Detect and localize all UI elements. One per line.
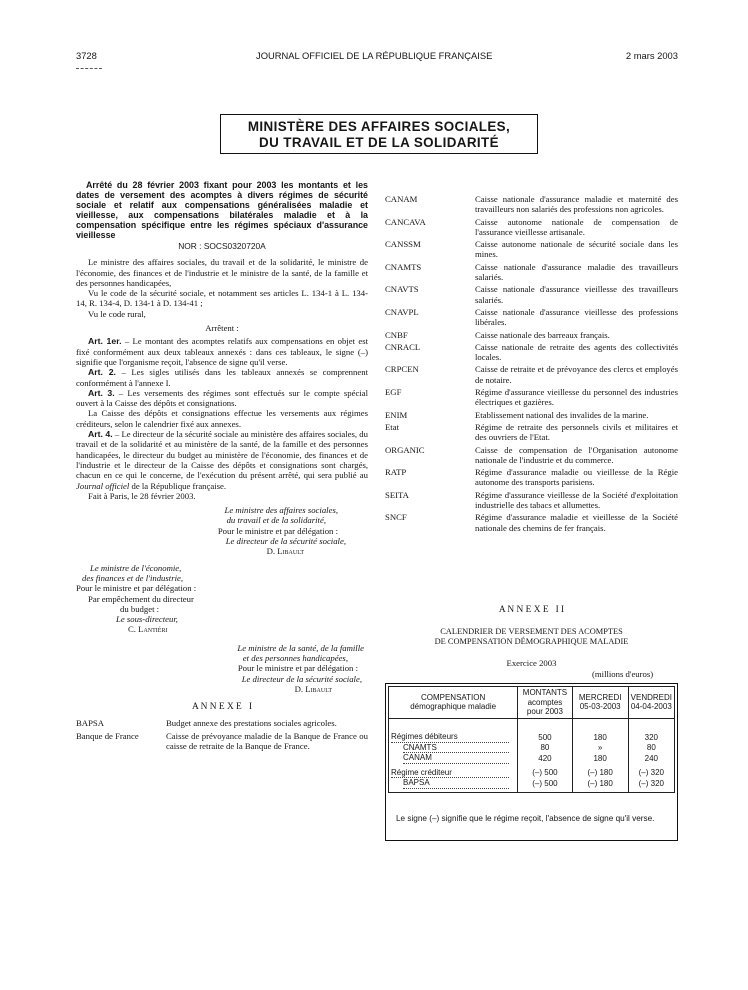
row-label (389, 732, 518, 743)
abbr-desc: Etablissement national des invalides de la marine. (475, 409, 649, 420)
abbr-code: CNAVTS (385, 284, 419, 295)
header-rule (76, 68, 102, 69)
table-row (389, 753, 675, 764)
sig1-name: D. Libault (266, 546, 304, 557)
row-date-2: 320 (628, 732, 674, 743)
row-amount: 420 (518, 753, 572, 764)
sig1-line-4: Le directeur de la sécurité sociale, (225, 536, 346, 547)
abbr-code: Etat (385, 421, 399, 432)
sig2-line-3: Pour le ministre et par délégation : (76, 583, 197, 594)
abbr-code: SEITA (385, 489, 409, 500)
table-note: Le signe (–) signifie que le régime reçoit, l'absence de signe qu'il verse. (396, 814, 655, 823)
table-row (389, 743, 675, 754)
abbr-desc: Régime de retraite des personnels civils et militaires et des ouvriers de l'Etat. (475, 421, 678, 443)
abbr-desc: Régime d'assurance vieillesse de la Société d'exploitation industrielle des tabacs et allumettes. (475, 489, 678, 511)
abbr-row (76, 718, 368, 728)
sig2-line-5: du budget : (120, 603, 160, 614)
row-label (389, 743, 518, 754)
left-column (76, 180, 368, 753)
sig2-line-4: Par empêchement du directeur (88, 593, 194, 604)
abbr-row (385, 239, 678, 260)
exercise-label: Exercice 2003 (506, 658, 557, 668)
sig3-line-3: Pour le ministre et par délégation : (237, 663, 358, 674)
abbr-row (385, 387, 678, 408)
abbr-row (385, 512, 678, 533)
abbr-code: SNCF (385, 512, 407, 523)
header-compensation-l1: COMPENSATION (420, 692, 486, 702)
abbr-code: CRPCEN (385, 364, 419, 375)
abbr-desc: Caisse de compensation de l'Organisation autonome nationale de l'industrie et du commerce. (475, 444, 678, 465)
annexe-1-right-list (385, 194, 678, 535)
abbr-desc: Caisse nationale d'assurance vieillesse des professions libérales. (475, 306, 678, 328)
header-date-2-l1: VENDREDI (630, 692, 672, 702)
preamble-3: Vu le code rural, (88, 308, 146, 319)
journal-title: JOURNAL OFFICIEL DE LA RÉPUBLIQUE FRANÇAISE (256, 50, 493, 61)
abbr-desc: Caisse de prévoyance maladie de la Banque de France ou caisse de retraite de la Banque de France. (166, 730, 368, 752)
row-amount: (–) 500 (518, 768, 572, 779)
nor-reference: NOR : SOCS0320720A (178, 241, 266, 251)
sig2-line-1: Le ministre de l'économie, (90, 562, 182, 573)
abbr-desc: Caisse nationale des barreaux français. (475, 329, 610, 340)
row-label-text: Régimes débiteurs (391, 732, 509, 743)
abbr-desc: Caisse nationale d'assurance maladie des travailleurs salariés. (475, 261, 678, 283)
header-date-1-l1: MERCREDI (578, 692, 622, 702)
row-amount: (–) 500 (518, 778, 572, 792)
article-2 (76, 367, 368, 388)
annexe-1-title: A N N E X E I (192, 702, 252, 713)
annexe-2-heading-line-1: CALENDRIER DE VERSEMENT DES ACOMPTES (440, 627, 623, 636)
article-3-text: – Les versements des régimes sont effectués sur le compte spécial ouvert à la Caisse des dépôts et consignations. (76, 387, 368, 409)
ministry-heading-box (220, 114, 538, 154)
header-amounts-l2: acomptes (527, 697, 563, 707)
row-date-2: 80 (628, 743, 674, 754)
header-amounts (518, 687, 572, 719)
article-1-label: Art. 1er. (88, 336, 122, 347)
article-4-label: Art. 4. (88, 429, 113, 440)
sig1-line-2: du travail et de la solidarité, (226, 515, 326, 526)
article-4-text: – Le directeur de la sécurité sociale au ministère des affaires sociales, du travail et de la solidarité et au ministère de la santé, de la famille et des personnes handicapées, le directeur du budget au ministère de l'économie, des finances et de l'industrie et le directeur de la Caisse des dépôts et consignations sont chargés, chacun en ce qui le concerne, de l'exécution du présent arrêté, qui sera publié au (76, 429, 368, 481)
table-row (389, 768, 675, 779)
abbr-desc: Régime d'assurance maladie ou vieillesse de la Régie autonome des transports parisiens. (475, 467, 678, 488)
abbr-desc: Caisse nationale d'assurance maladie et maternité des travailleurs non salariés des professions non agricoles. (475, 194, 678, 215)
header-compensation (389, 687, 518, 719)
header-date-2 (628, 687, 674, 719)
row-label (389, 753, 518, 764)
abbr-desc: Budget annexe des prestations sociales agricoles. (166, 718, 337, 729)
row-date-1: 180 (572, 732, 628, 743)
sig1-line-3: Pour le ministre et par délégation : (217, 525, 338, 536)
abbr-row (385, 422, 678, 443)
row-date-2: (–) 320 (628, 768, 674, 779)
spacer-row (389, 718, 675, 732)
row-label-text: Régime créditeur (391, 768, 509, 779)
row-label-text: CANAM (403, 753, 509, 764)
journal-officiel-italic: Journal officiel (76, 480, 130, 491)
abbr-row (76, 731, 368, 752)
article-4 (76, 429, 368, 491)
abbr-row (385, 445, 678, 466)
abbr-desc: Caisse de retraite et de prévoyance des clercs et employés de notaire. (475, 364, 678, 385)
signature-block-3 (76, 643, 368, 694)
row-date-1: (–) 180 (572, 768, 628, 779)
abbr-code: CANSSM (385, 239, 421, 250)
row-amount: 500 (518, 732, 572, 743)
annexe-2-title: A N N E X E I I (498, 605, 565, 615)
article-2-label: Art. 2. (88, 367, 116, 378)
page-number: 3728 (76, 50, 97, 61)
row-label-text: CNAMTS (403, 743, 509, 754)
abbr-row (385, 342, 678, 363)
sig1-line-1: Le ministre des affaires sociales, (224, 505, 338, 516)
abbr-code: EGF (385, 387, 402, 398)
article-3-label: Art. 3. (88, 387, 115, 398)
row-date-2: 240 (628, 753, 674, 764)
abbr-code: RATP (385, 467, 407, 478)
sig3-line-4: Le directeur de la sécurité sociale, (241, 673, 362, 684)
signature-block-1 (76, 505, 368, 556)
row-amount: 80 (518, 743, 572, 754)
row-date-2: (–) 320 (628, 778, 674, 792)
table-row (389, 732, 675, 743)
header-amounts-l1: MONTANTS (522, 688, 568, 697)
article-3 (76, 388, 368, 409)
row-date-1: 180 (572, 753, 628, 764)
preamble-1: Le ministre des affaires sociales, du travail et de la solidarité, le ministre de l'économie, des finances et de l'industrie et le ministre de la santé, de la famille et des personnes handicapées, (76, 257, 368, 288)
ministry-line-1: MINISTÈRE DES AFFAIRES SOCIALES, (247, 119, 511, 134)
abbr-desc: Caisse nationale de retraite des agents des collectivités locales. (475, 341, 678, 363)
table-row (389, 778, 675, 792)
calendar-table (388, 686, 675, 793)
article-3-para-2: La Caisse des dépôts et consignations effectue les versements aux régimes créditeurs, selon le calendrier fixé aux annexes. (76, 408, 368, 429)
abbr-row (385, 467, 678, 488)
abbr-desc: Régime d'assurance maladie et vieillesse de la Société nationale des chemins de fer français. (475, 512, 678, 533)
sig2-line-2: des finances et de l'industrie, (82, 572, 184, 583)
done-at: Fait à Paris, le 28 février 2003. (88, 490, 196, 501)
abbr-row (385, 194, 678, 215)
abbr-code: CANCAVA (385, 216, 426, 227)
abbr-code: CNRACL (385, 341, 421, 352)
article-4-end: de la République française. (129, 480, 227, 491)
annexe-2-heading (385, 627, 678, 647)
abbr-desc: Caisse nationale d'assurance vieillesse des travailleurs salariés. (475, 284, 678, 305)
annexe-2-heading-line-2: DE COMPENSATION DÉMOGRAPHIQUE MALADIE (434, 637, 629, 646)
abbr-code: CNBF (385, 329, 408, 340)
header-compensation-l2: démographique maladie (410, 702, 497, 712)
abbr-desc: Régime d'assurance vieillesse du personnel des industries électriques et gazières. (475, 387, 678, 408)
article-1 (76, 336, 368, 367)
preamble-2: Vu le code de la sécurité sociale, et notamment ses articles L. 134-1 à L. 134-14, R. 134-4, D. 134-1 à D. 134-41 ; (76, 288, 368, 309)
signature-block-2 (76, 563, 368, 635)
annexe-1-left-list (76, 718, 368, 751)
abbr-desc: Caisse autonome nationale de compensation de l'assurance vieillesse artisanale. (475, 216, 678, 237)
abbr-code: BAPSA (76, 718, 105, 729)
ministry-line-2: DU TRAVAIL ET DE LA SOLIDARITÉ (259, 135, 499, 150)
article-1-text: – Le montant des acomptes relatifs aux compensations en objet est fixé conformément aux deux tableaux annexés : dans ces tableaux, le signe (–) signifie que l'organisme reçoit, l'absence de signe qu'il verse. (76, 336, 368, 367)
header-date-1 (572, 687, 628, 719)
row-date-1: (–) 180 (572, 778, 628, 792)
sig2-name: C. Lantiéri (128, 624, 168, 635)
table-header-row (389, 687, 675, 719)
abbr-row (385, 217, 678, 238)
abbr-code: Banque de France (76, 730, 139, 741)
decree-title: Arrêté du 28 février 2003 fixant pour 2003 les montants et les dates de versement des acomptes à divers régimes de sécurité sociale et relatif aux compensations généralisées maladie et vieillesse, aux compensations bilatérales maladie et à la compensation spécifique entre les régimes spéciaux d'assurance vieillesse (76, 180, 368, 240)
row-date-1: » (572, 743, 628, 754)
abbr-row (385, 262, 678, 283)
sig3-line-1: Le ministre de la santé, de la famille (237, 642, 364, 653)
arretent: Arrêtent : (205, 323, 239, 334)
abbr-code: CNAMTS (385, 261, 422, 272)
sig3-line-2: et des personnes handicapées, (242, 652, 348, 663)
unit-label: (millions d'euros) (592, 669, 654, 679)
issue-date: 2 mars 2003 (625, 50, 678, 61)
header-amounts-l3: pour 2003 (526, 707, 563, 716)
header-date-2-l2: 04-04-2003 (630, 702, 672, 712)
abbr-code: ORGANIC (385, 444, 425, 455)
abbr-desc: Caisse autonome nationale de sécurité sociale dans les mines. (475, 239, 678, 260)
row-label-text: BAPSA (403, 778, 509, 789)
calendar-table-box (385, 683, 678, 841)
abbr-code: CANAM (385, 194, 418, 204)
abbr-row (385, 330, 678, 340)
running-head (76, 50, 678, 64)
abbr-code: ENIM (385, 409, 408, 420)
article-2-text: – Les sigles utilisés dans les tableaux annexés se comprennent conformément à l'annexe I. (76, 367, 368, 388)
abbr-row (385, 490, 678, 511)
abbr-row (385, 284, 678, 305)
sig2-line-6: Le sous-directeur, (116, 614, 178, 625)
sig3-name: D. Libault (294, 683, 332, 694)
row-label (389, 768, 518, 779)
header-date-1-l2: 05-03-2003 (579, 702, 621, 712)
row-label (389, 778, 518, 792)
abbr-row (385, 410, 678, 420)
abbr-row (385, 307, 678, 328)
abbr-code: CNAVPL (385, 306, 419, 317)
abbr-row (385, 364, 678, 385)
